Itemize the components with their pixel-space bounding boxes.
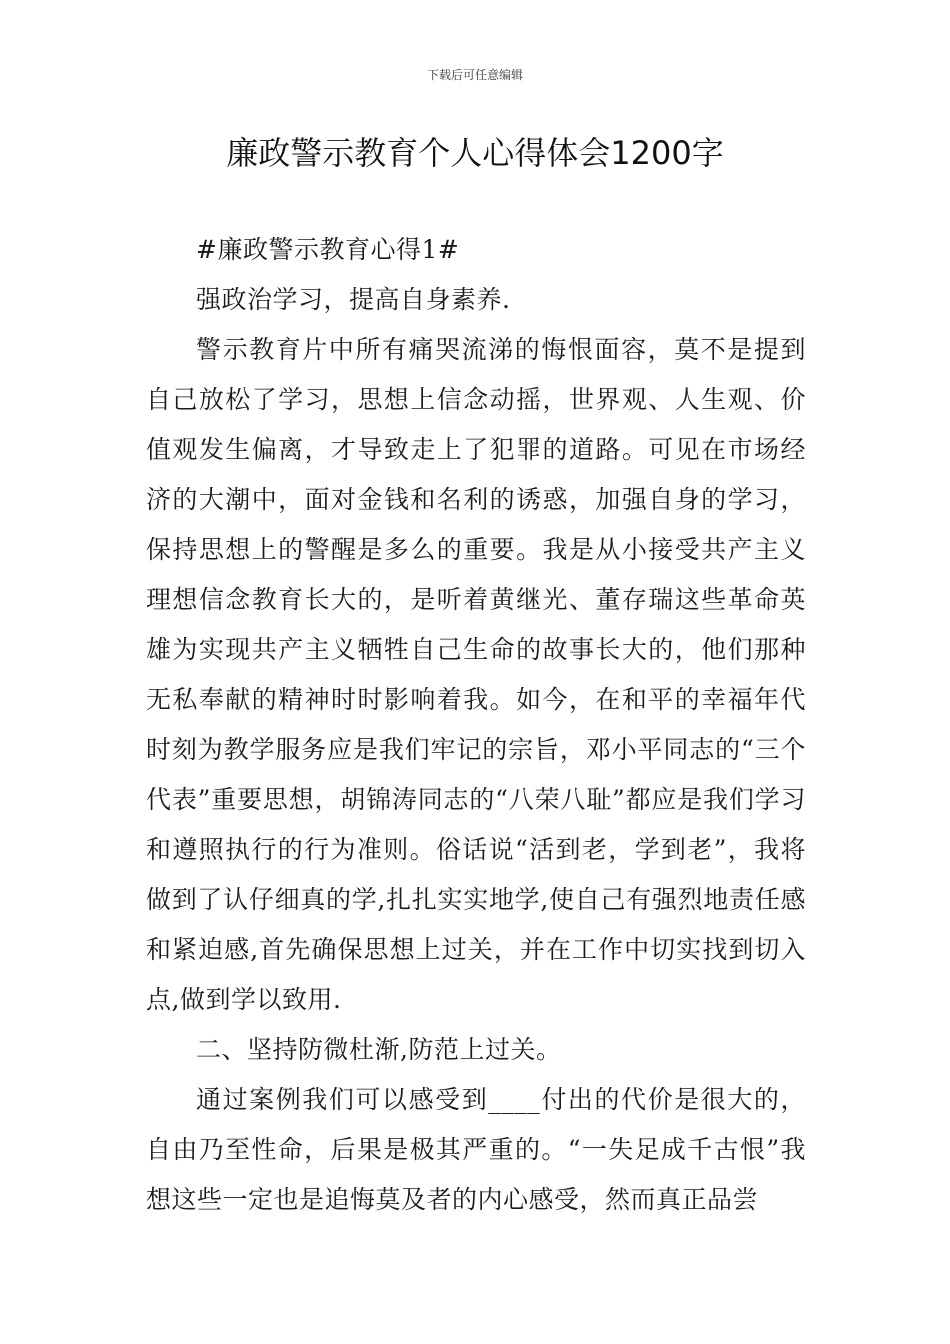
document-title: 廉政警示教育个人心得体会1200字 [226, 134, 724, 172]
document-body [146, 225, 806, 1225]
paragraph-section-heading: #廉政警示教育心得1# [196, 235, 460, 264]
paragraph-body: 警示教育片中所有痛哭流涕的悔恨面容，莫不是提到自己放松了学习，思想上信念动摇，世界观、人生观、价值观发生偏离，才导致走上了犯罪的道路。可见在市场经济的大潮中，面对金钱和名利的诱惑，加强自身的学习，保持思想上的警醒是多么的重要。我是从小接受共产主义理想信念教育长大的，是听着黄继光、董存瑞这些革命英雄为实现共产主义牺牲自己生命的故事长大的，他们那种无私奉献的精神时时影响着我。如今，在和平的幸福年代时刻为教学服务应是我们牢记的宗旨，邓小平同志的“三个代表”重要思想，胡锦涛同志的“八荣八耻”都应是我们学习和遵照执行的行为准则。俗话说“活到老，学到老”，我将做到了认仔细真的学,扎扎实实地学,使自己有强烈地责任感和紧迫感,首先确保思想上过关，并在工作中切实找到切入点,做到学以致用. [146, 335, 806, 1014]
paragraph-point-one: 强政治学习，提高自身素养. [196, 285, 511, 314]
paragraph-body: 通过案例我们可以感受到____付出的代价是很大的，自由乃至性命，后果是极其严重的。“一失足成千古恨”我想这些一定也是追悔莫及者的内心感受，然而真正品尝 [146, 1085, 806, 1214]
header-note: 下载后可任意编辑 [426, 68, 523, 82]
paragraph-point-two: 二、坚持防微杜渐,防范上过关。 [196, 1035, 562, 1064]
